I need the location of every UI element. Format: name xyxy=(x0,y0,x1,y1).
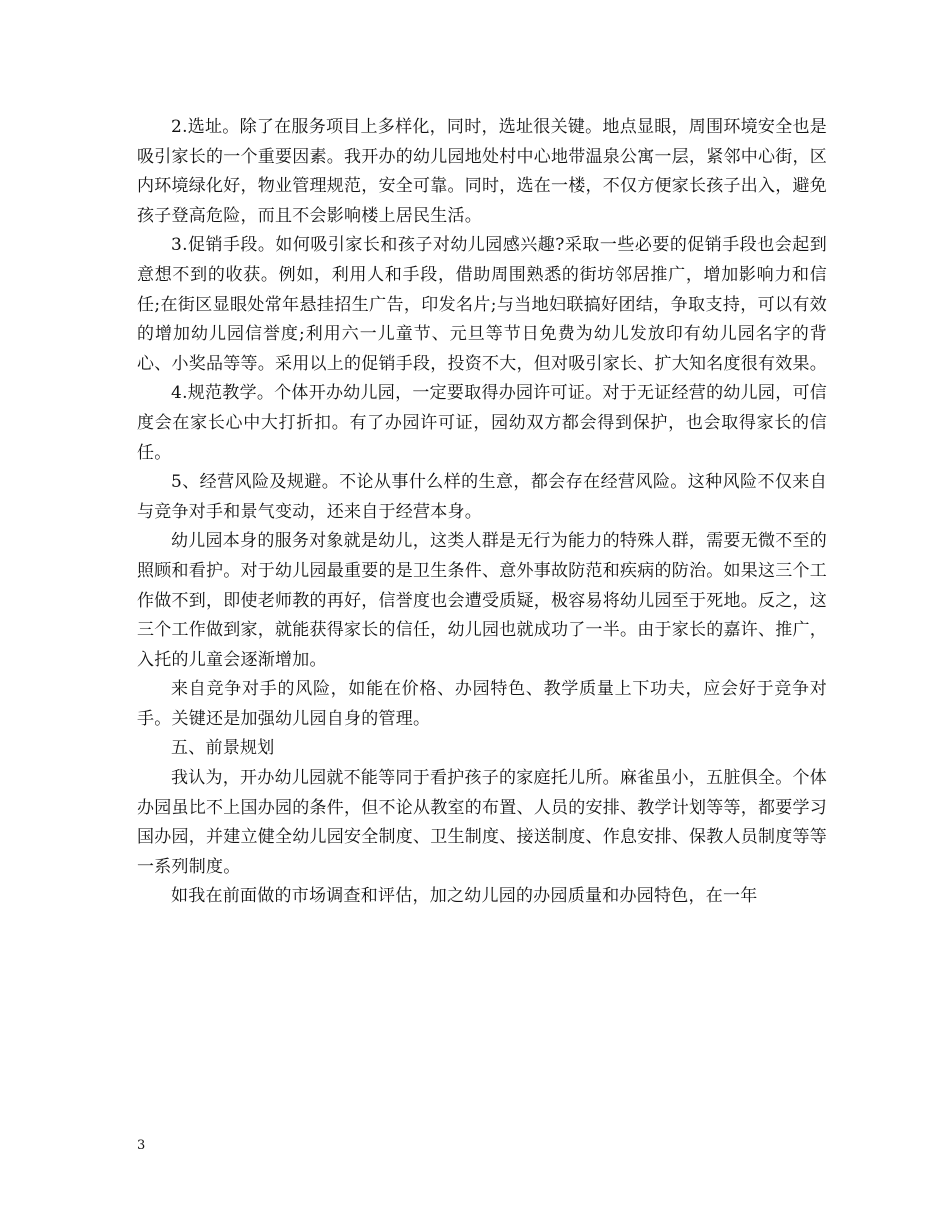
body-text xyxy=(137,113,827,912)
paragraph-site-selection: 2.选址。除了在服务项目上多样化，同时，选址很关键。地点显眼，周围环境安全也是吸引家长的一个重要因素。我开办的幼儿园地处村中心地带温泉公寓一层，紧邻中心街，区内环境绿化好，物业管理规范，安全可靠。同时，选在一楼，不仅方便家长孩子出入，避免孩子登高危险，而且不会影响楼上居民生活。 xyxy=(137,117,827,226)
paragraph-opinion: 我认为，开办幼儿园就不能等同于看护孩子的家庭托儿所。麻雀虽小，五脏俱全。个体办园虽比不上国办园的条件，但不论从教室的布置、人员的安排、教学计划等等，都要学习国办园，并建立健全幼儿园安全制度、卫生制度、接送制度、作息安排、保教人员制度等等一系列制度。 xyxy=(137,768,827,877)
page-number: 3 xyxy=(137,1138,146,1153)
paragraph-promotion: 3.促销手段。如何吸引家长和孩子对幼儿园感兴趣?采取一些必要的促销手段也会起到意想不到的收获。例如，利用人和手段，借助周围熟悉的街坊邻居推广，增加影响力和信任;在街区显眼处常年悬挂招生广告，印发名片;与当地妇联搞好团结，争取支持，可以有效的增加幼儿园信誉度;利用六一儿童节、元旦等节日免费为幼儿发放印有幼儿园名字的背心、小奖品等等。采用以上的促销手段，投资不大，但对吸引家长、扩大知名度很有效果。 xyxy=(137,235,827,374)
paragraph-market-survey: 如我在前面做的市场调查和评估，加之幼儿园的办园质量和办园特色，在一年 xyxy=(171,886,758,907)
paragraph-business-risk: 5、经营风险及规避。不论从事什么样的生意，都会存在经营风险。这种风险不仅来自与竞争对手和景气变动，还来自于经营本身。 xyxy=(137,472,827,522)
paragraph-standard-teaching: 4.规范教学。个体开办幼儿园，一定要取得办园许可证。对于无证经营的幼儿园，可信度会在家长心中大打折扣。有了办园许可证，园幼双方都会得到保护，也会取得家长的信任。 xyxy=(137,383,827,463)
section-heading-prospect-planning: 五、前景规划 xyxy=(171,738,275,759)
paragraph-service-targets: 幼儿园本身的服务对象就是幼儿，这类人群是无行为能力的特殊人群，需要无微不至的照顾和看护。对于幼儿园最重要的是卫生条件、意外事故防范和疾病的防治。如果这三个工作做不到，即使老师教的再好，信誉度也会遭受质疑，极容易将幼儿园至于死地。反之，这三个工作做到家，就能获得家长的信任，幼儿园也就成功了一半。由于家长的嘉许、推广，入托的儿童会逐渐增加。 xyxy=(137,531,827,670)
paragraph-competitor-risk: 来自竞争对手的风险，如能在价格、办园特色、教学质量上下功夫，应会好于竞争对手。关键还是加强幼儿园自身的管理。 xyxy=(137,679,827,729)
